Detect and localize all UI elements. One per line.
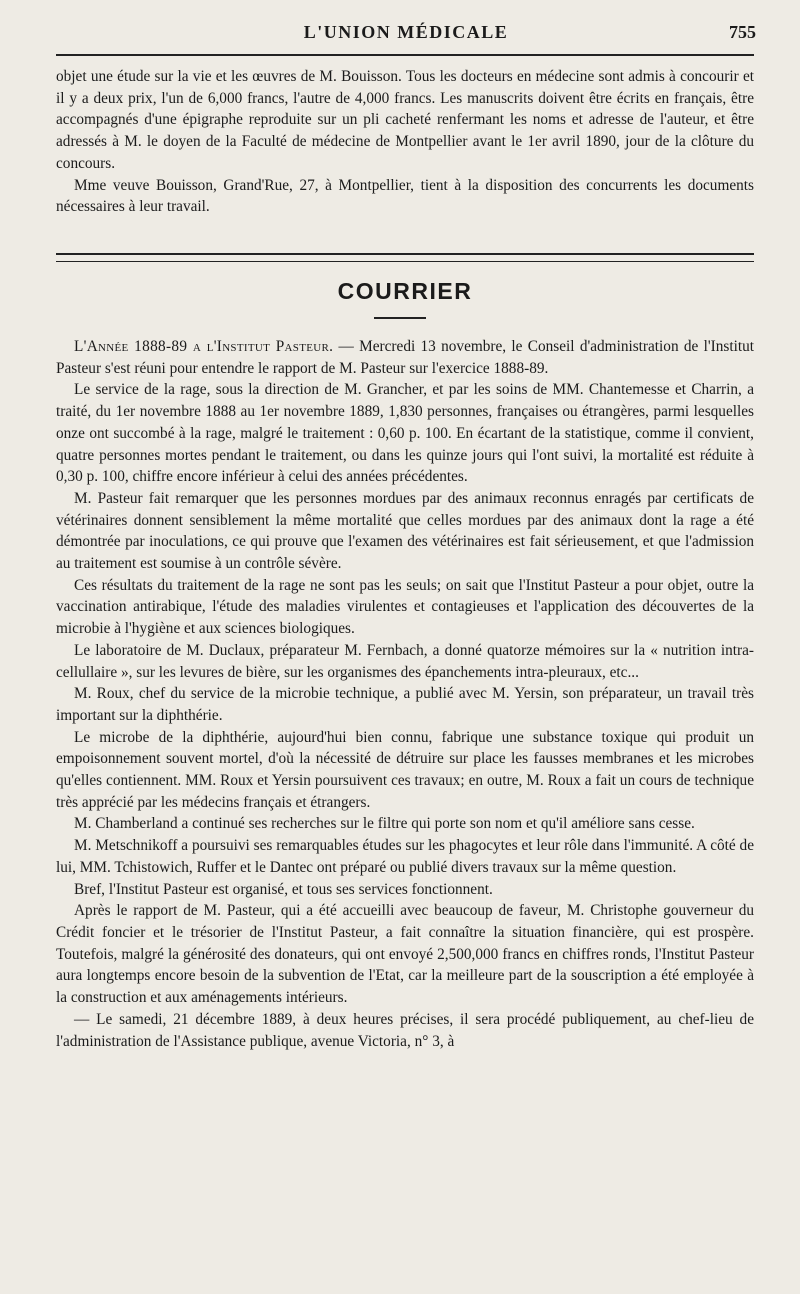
courrier-paragraph-9: M. Metschnikoff a poursuivi ses remarquables études sur les phagocytes et leur rôle dans l'immunité. A côté de lui, MM. Tchistowich, Ruffer et le Dantec ont préparé ou publié divers travaux sur la même question. bbox=[56, 837, 754, 876]
header-rule bbox=[56, 54, 754, 56]
courrier-paragraph-7: Le microbe de la diphthérie, aujourd'hui bien connu, fabrique une substance toxique qui produit un empoisonnement souvent mortel, d'où la nécessité de détruire sur place les fausses membranes et les microbes qu'elles contiennent. MM. Roux et Yersin poursuivent ces travaux; en outre, M. Roux a fait un cours de technique très apprécié par les médecins français et étrangers. bbox=[56, 728, 754, 811]
courrier-text bbox=[56, 336, 754, 1052]
courrier-paragraph-11: Après le rapport de M. Pasteur, qui a été accueilli avec beaucoup de faveur, M. Christophe gouverneur du Crédit foncier et le trésorier de l'Institut Pasteur, a fait connaître la situation financière, qui est prospère. Toutefois, malgré la générosité des donateurs, qui ont envoyé 2,500,000 francs en chiffres ronds, l'Institut Pasteur aura longtemps encore besoin de la subvention de l'Etat, car la meilleure part de la souscription a été employée à la construction et aux aménagements intérieurs. bbox=[56, 902, 754, 1007]
courrier-paragraph-12: — Le samedi, 21 décembre 1889, à deux heures précises, il sera procédé publiquement, au chef-lieu de l'administration de l'Assistance publique, avenue Victoria, n° 3, à bbox=[56, 1010, 754, 1050]
intro-text bbox=[56, 66, 754, 218]
title-underline bbox=[374, 317, 426, 319]
courrier-paragraph-3: M. Pasteur fait remarquer que les personnes mordues par des animaux reconnus enragés par certificats de vétérinaires donnent sensiblement la même mortalité que celles mordues par des animaux dont la rage a été démontrée par inoculations, ce qui prouve que l'examen des vétérinaires est fait sérieusement, et que l'admission au traitement est soumise à un contrôle sévère. bbox=[56, 489, 754, 573]
paragraph-text: — Mercredi 13 novembre, le Conseil d'administration de l'Institut Pasteur s'est réuni pour entendre le rapport de M. Pasteur sur l'exercice 1888-89. bbox=[56, 338, 754, 377]
page-number: 755 bbox=[729, 22, 756, 42]
courrier-paragraph-5: Le laboratoire de M. Duclaux, préparateur M. Fernbach, a donné quatorze mémoires sur la « nutrition intra-cellullaire », sur les levures de bière, sur les organismes des épanchements intra-pleuraux, etc... bbox=[56, 641, 754, 681]
paragraph-lead: L'Année 1888-89 a l'Institut Pasteur. bbox=[74, 338, 334, 355]
journal-title: L'UNION MÉDICALE bbox=[303, 22, 509, 42]
courrier-paragraph-6: M. Roux, chef du service de la microbie technique, a publié avec M. Yersin, son préparateur, un travail très important sur la diphthérie. bbox=[56, 685, 754, 724]
intro-paragraph-2: Mme veuve Bouisson, Grand'Rue, 27, à Montpellier, tient à la disposition des concurrents les documents nécessaires à leur travail. bbox=[56, 176, 754, 216]
intro-paragraph-1: objet une étude sur la vie et les œuvres de M. Bouisson. Tous les docteurs en médecine sont admis à concourir et il y a deux prix, l'un de 6,000 francs, l'autre de 4,000 francs. Les manuscrits doivent être écrits en français, être accompagnés d'une épigraphe reproduite sur un pli cacheté renfermant les noms et adresse de l'auteur, et être adressés à M. le doyen de la Faculté de médecine de Montpellier avant le 1er avril 1890, jour de la clôture du concours. bbox=[56, 68, 754, 172]
section-title: COURRIER bbox=[337, 278, 473, 304]
courrier-paragraph-8: M. Chamberland a continué ses recherches sur le filtre qui porte son nom et qu'il améliore sans cesse. bbox=[74, 815, 695, 833]
courrier-paragraph-4: Ces résultats du traitement de la rage ne sont pas les seuls; on sait que l'Institut Pasteur a pour objet, outre la vaccination antirabique, l'étude des maladies virulentes et contagieuses et l'application des découvertes de la microbie à l'hygiène et aux sciences biologiques. bbox=[56, 576, 754, 638]
courrier-paragraph-10: Bref, l'Institut Pasteur est organisé, et tous ses services fonctionnent. bbox=[74, 880, 493, 898]
section-divider bbox=[56, 253, 754, 262]
courrier-paragraph-1 bbox=[56, 336, 754, 379]
running-head bbox=[56, 18, 756, 48]
courrier-paragraph-2: Le service de la rage, sous la direction de M. Grancher, et par les soins de MM. Chantemesse et Charrin, a traité, du 1er novembre 1888 au 1er novembre 1889, 1,830 personnes, françaises ou étrangères, parmi lesquelles onze ont succombé à la rage, malgré le traitement : 0,60 p. 100. En écartant de la statistique, comme il convient, quatre personnes mortes pendant le traitement, ou dans les quinze jours qui l'ont suivi, la mortalité est réduite à 0,30 p. 100, chiffre encore inférieur à celui des années précédentes. bbox=[56, 381, 754, 486]
